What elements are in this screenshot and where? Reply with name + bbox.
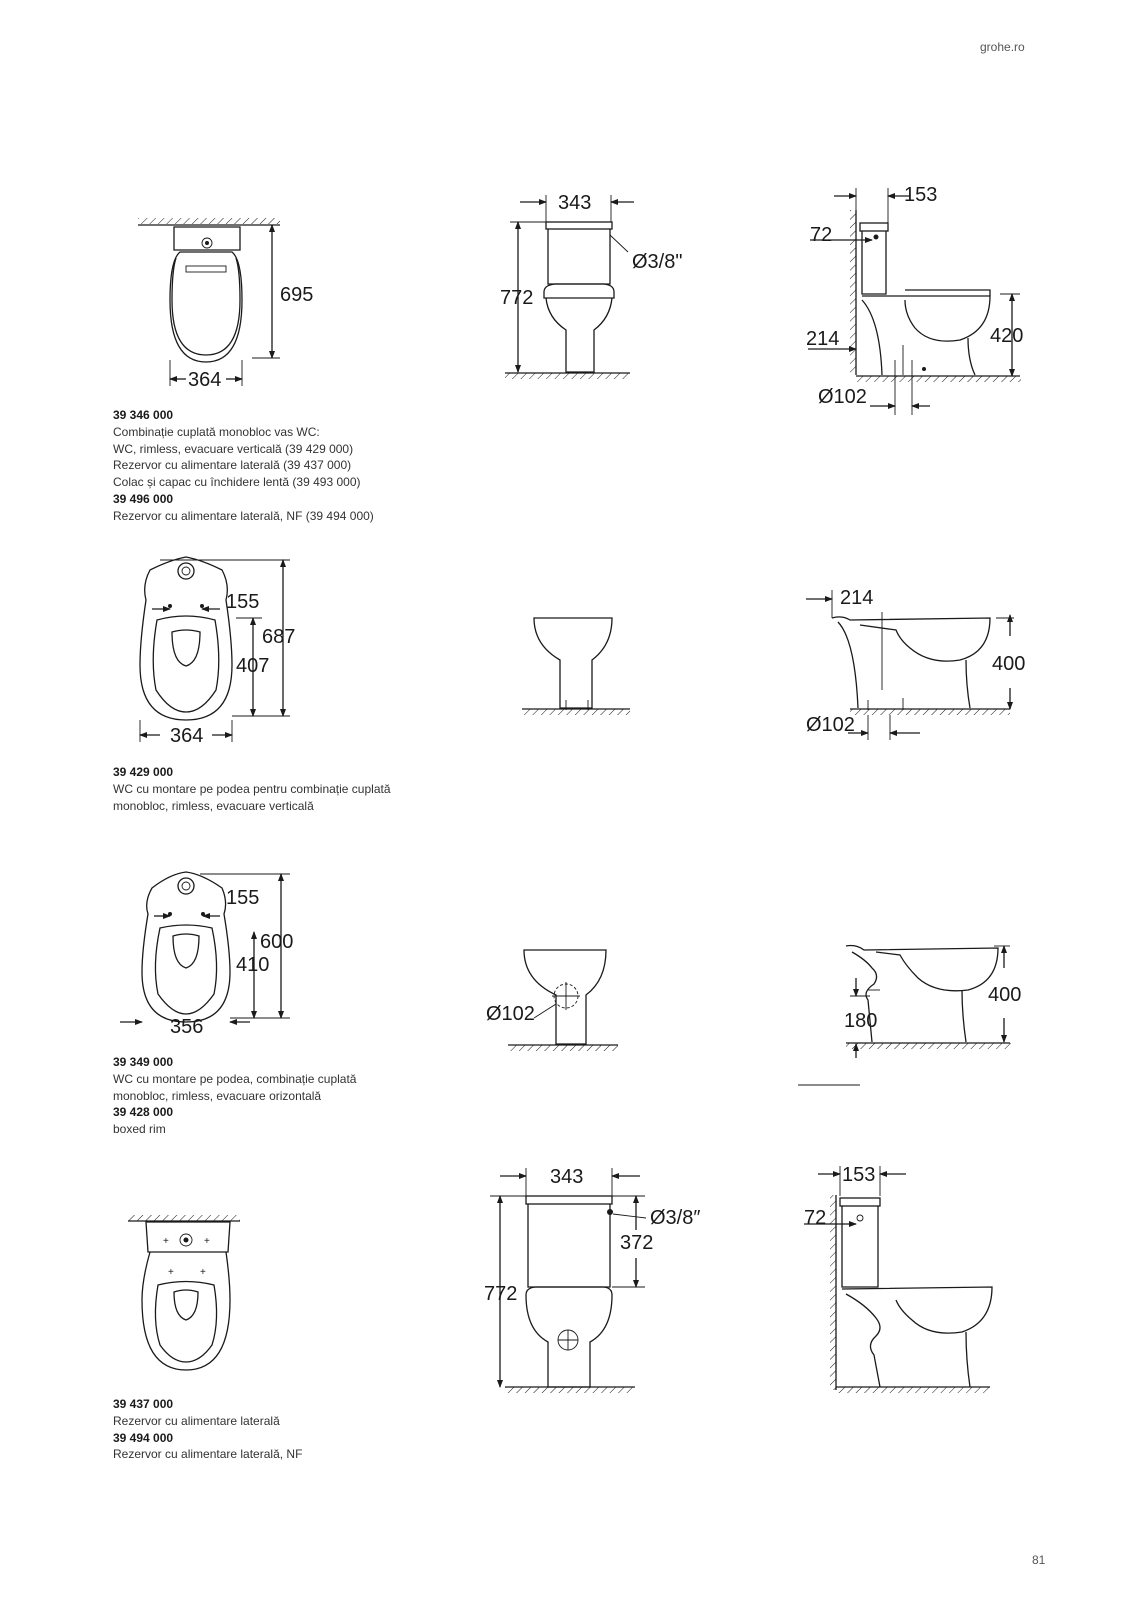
- row2-front-view: [522, 618, 630, 715]
- row3-top-bowl: 410: [236, 954, 270, 976]
- product-description-1: [113, 407, 463, 525]
- description-line: Rezervor cu alimentare laterală (39 437 000): [113, 458, 352, 473]
- svg-text:+: +: [163, 1236, 169, 1247]
- row4-side-inlet: 72: [804, 1207, 827, 1229]
- product-code: 39 346 000: [113, 408, 174, 422]
- site-url: grohe.ro: [980, 40, 1025, 54]
- product-description-4: [113, 1396, 463, 1463]
- svg-text:+: +: [168, 1267, 174, 1278]
- row2-side-outlet-dist: 214: [840, 587, 874, 609]
- svg-text:+: +: [200, 1267, 206, 1278]
- product-description-2: [113, 764, 463, 814]
- row2-side-outlet-dia: Ø102: [806, 714, 855, 736]
- row3-side-view: [798, 946, 1021, 1086]
- row2-side-height: 400: [992, 653, 1026, 675]
- svg-text:+: +: [204, 1236, 210, 1247]
- row2-top-length: 687: [262, 626, 296, 648]
- row3-side-outlet-height: 180: [844, 1010, 878, 1032]
- row1-front-view: [500, 192, 682, 379]
- row3-side-height: 400: [988, 984, 1022, 1006]
- product-code: 39 494 000: [113, 1430, 174, 1445]
- row3-top-holes: 155: [226, 887, 260, 909]
- description-line: WC, rimless, evacuare verticală (39 429 000): [113, 441, 354, 456]
- product-description-3: [113, 1054, 463, 1138]
- description-line: monobloc, rimless, evacuare verticală: [113, 798, 314, 813]
- row2-top-holes: 155: [226, 591, 260, 613]
- description-line: Colac și capac cu închidere lentă (39 493 000): [113, 475, 361, 490]
- row1-side-view: [806, 184, 1023, 415]
- row4-front-connection: Ø3/8″: [650, 1207, 701, 1229]
- row1-side-outlet-height: 214: [806, 328, 840, 350]
- row3-top-view: [120, 872, 293, 1038]
- row1-side-tank-depth: 153: [904, 184, 938, 206]
- row4-front-view: [484, 1166, 700, 1393]
- row1-top-view: [138, 218, 313, 391]
- description-line: Rezervor cu alimentare laterală: [113, 1413, 280, 1428]
- row3-top-width: 356: [170, 1016, 204, 1038]
- row4-top-view: [128, 1215, 240, 1370]
- row3-top-length: 600: [260, 931, 294, 953]
- row1-front-height: 772: [500, 287, 534, 309]
- description-line: WC cu montare pe podea, combinație cuplată: [113, 1071, 357, 1086]
- row1-side-outlet-dia: Ø102: [818, 386, 867, 408]
- page-number: 81: [1032, 1553, 1046, 1567]
- row1-front-width: 343: [558, 192, 592, 214]
- row4-front-width: 343: [550, 1166, 584, 1188]
- row1-front-connection: Ø3/8": [632, 251, 683, 273]
- product-code: 39 428 000: [113, 1105, 174, 1120]
- row4-front-tank-height: 372: [620, 1232, 654, 1254]
- description-line: Rezervor cu alimentare laterală, NF: [113, 1447, 303, 1462]
- row3-front-view: [486, 950, 618, 1051]
- product-code: 39 429 000: [113, 765, 174, 779]
- row4-front-height: 772: [484, 1283, 518, 1305]
- product-code: 39 349 000: [113, 1055, 174, 1069]
- row4-side-tank-depth: 153: [842, 1164, 876, 1186]
- description-line: WC cu montare pe podea pentru combinație cuplată: [113, 781, 391, 796]
- row2-side-view: [806, 587, 1025, 740]
- row1-top-width: 364: [188, 369, 222, 391]
- product-code: 39 496 000: [113, 491, 174, 506]
- row1-side-inlet: 72: [810, 224, 833, 246]
- description-line: boxed rim: [113, 1122, 166, 1137]
- row3-front-outlet-dia: Ø102: [486, 1003, 535, 1025]
- description-line: monobloc, rimless, evacuare orizontală: [113, 1088, 322, 1103]
- description-line: Rezervor cu alimentare laterală, NF (39 494 000): [113, 508, 374, 523]
- row1-side-seat-height: 420: [990, 325, 1024, 347]
- row4-side-view: [804, 1164, 992, 1393]
- row1-top-height: 695: [280, 284, 314, 306]
- row2-top-width: 364: [170, 725, 204, 747]
- row2-top-bowl: 407: [236, 655, 270, 677]
- description-line: Combinație cuplată monobloc vas WC:: [113, 424, 320, 439]
- product-code: 39 437 000: [113, 1397, 174, 1411]
- row2-top-view: [140, 557, 295, 747]
